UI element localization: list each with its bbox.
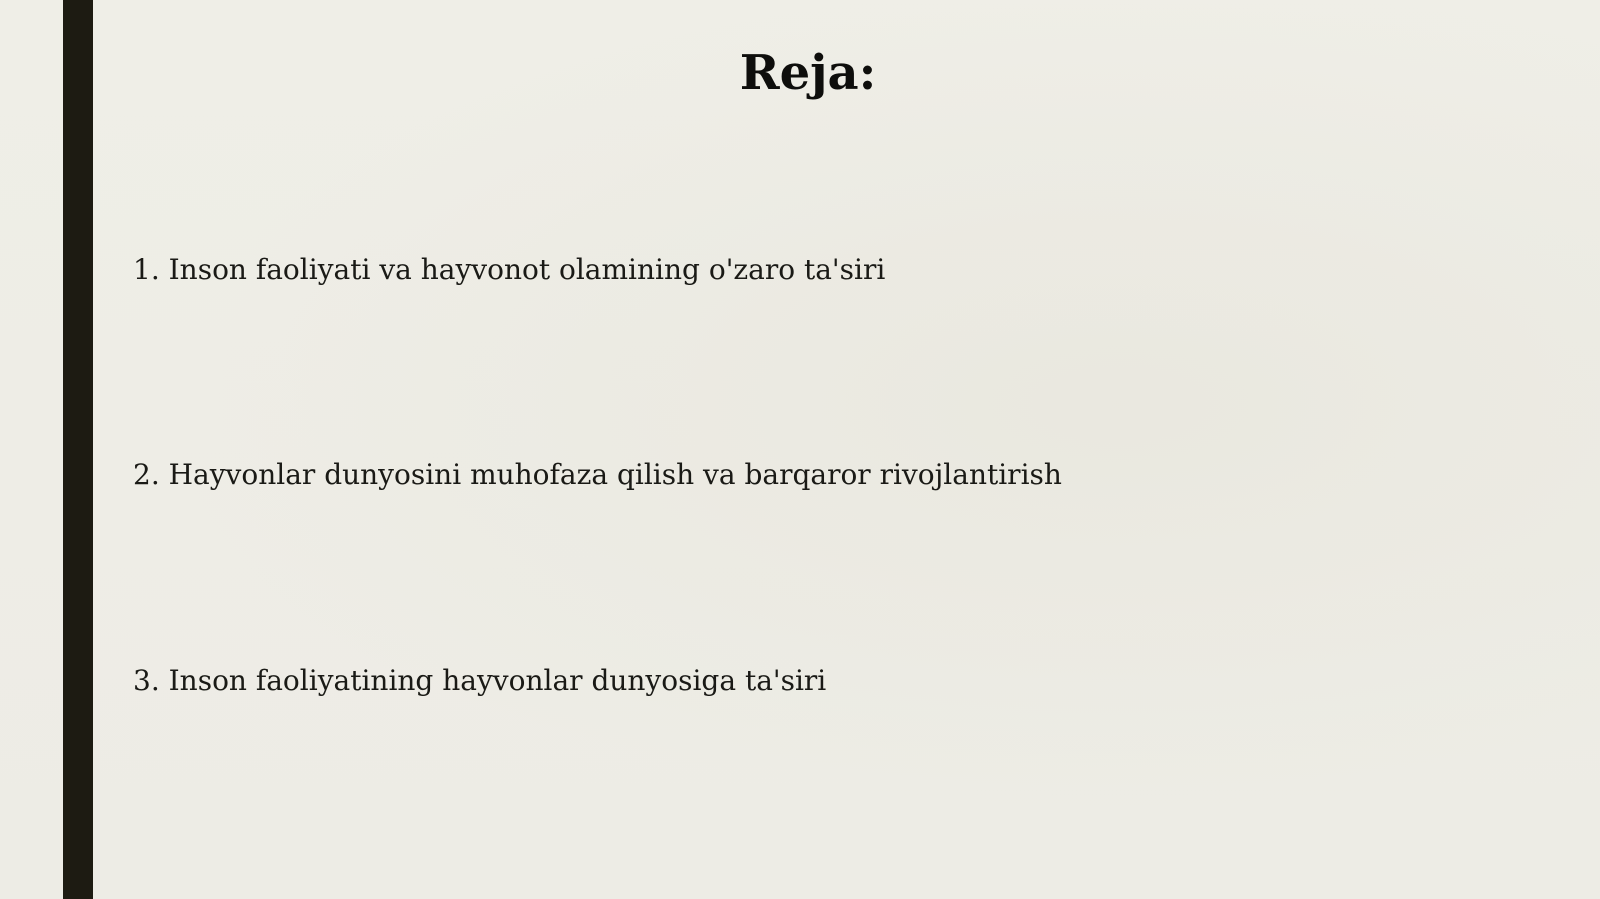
- plan-item-2: 2. Hayvonlar dunyosini muhofaza qilish va barqaror rivojlantirish: [133, 458, 1062, 491]
- slide-title: Reja:: [739, 45, 877, 101]
- plan-item-3: 3. Inson faoliyatining hayvonlar dunyosiga ta'siri: [133, 664, 827, 697]
- accent-bar: [63, 0, 93, 899]
- plan-item-1: 1. Inson faoliyati va hayvonot olamining o'zaro ta'siri: [133, 253, 886, 286]
